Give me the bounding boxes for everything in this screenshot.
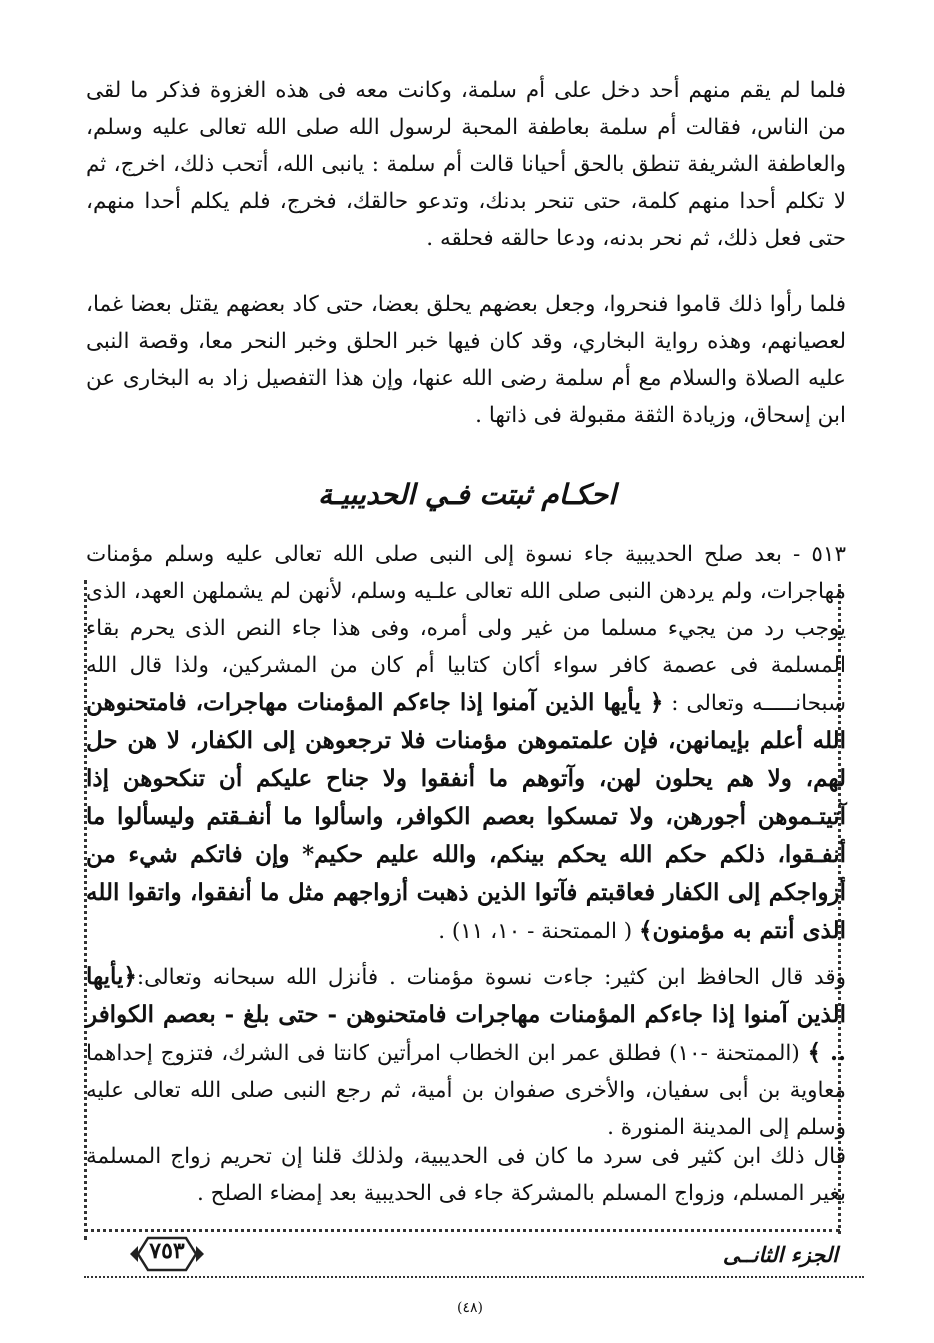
part-label: الجزء الثانــى xyxy=(722,1242,838,1267)
paragraph-text: قال ذلك ابن كثير فى سرد ما كان فى الحديبية، ولذلك قلنا إن تحريم زواج المسلمة بغير المسلم، وزواج المسلم بالمشركة جاء فى الحديبية بعد إمضاء الصلح . xyxy=(86,1144,846,1206)
paragraph-text: فلما لم يقم منهم أحد دخل على أم سلمة، وكانت معه فى هذه الغزوة فذكر ما لقى من الناس، فقالت أم سلمة بعاطفة المحبة لرسول الله صلى الله تعالى عليه وسلم، والعاطفة الشريفة تنطق بالحق أحيانا قالت أم سلمة : يانبى الله، أتحب ذلك، اخرج، ثم لا تكلم أحدا منهم كلمة، حتى تنحر بدنك، وتدعو حالقك، فخرج، فلم يكلم أحدا منهم، حتى فعل ذلك، ثم نحر بدنه، ودعا حالقه فحلقه . xyxy=(86,78,846,251)
quran-verse: ﴿ يأيها الذين آمنوا إذا جاءكم المؤمنات مهاجرات، فامتحنوهن الله أعلم بإيمانهن، فإن علمتموهن مؤمنات فلا ترجعوهن إلى الكفار، لا هن حل لهم، ولا هم يحلون لهن، وآتوهم ما أنفقوا ولا جناح عليكم أن تنكحوهن إذا آتيتـموهن أجورهن، ولا تمسكوا بعصم الكوافر، واسألوا ما أنفـقتم وليسألوا ما أنفـقوا، ذلكم حكم الله يحكم بينكم، والله عليم حكيم* وإن فاتكم شيء من أزواجكم إلى الكفار فعاقبتم فآتوا الذين ذهبت أزواجهم مثل ما أنفقوا، واتقوا الله الذى أنتم به مؤمنون﴾ xyxy=(86,689,846,944)
paragraph-513 xyxy=(86,536,846,950)
paragraph-intro: وقد قال الحافظ ابن كثير: جاءت نسوة مؤمنات . فأنزل الله سبحانه وتعالى: xyxy=(136,965,846,990)
paragraph-text xyxy=(86,536,846,950)
decorative-frame-bottom xyxy=(84,1229,840,1232)
paragraph-ibn-kathir xyxy=(86,958,846,1146)
paragraph-um-salama xyxy=(86,72,846,257)
paragraph-text: فلما رأوا ذلك قاموا فنحروا، وجعل بعضهم يحلق بعضا، حتى كاد بعضهم يقتل بعضا غما، لعصيانهم، وهذه رواية البخاري، وقد كان فيها خبر الحلق وخبر النحر معا، وقصة النبى عليه الصلاة والسلام مع أم سلمة رضى الله عنها، وإن هذا التفصيل زاد به البخارى عن ابن إسحاق، وزيادة الثقة مقبولة فى ذاتها . xyxy=(86,292,846,428)
paragraph-bukhari-narration xyxy=(86,286,846,434)
section-heading: احكـام ثبتت فـي الحديبيـة xyxy=(318,478,616,511)
paragraph-conclusion xyxy=(86,1138,846,1212)
paragraph-text xyxy=(86,958,846,1146)
quran-verse: ﴿يأيها الذين آمنوا إذا جاءكم المؤمنات مهاجرات فامتحنوهن - حتى بلغ - بعصم الكوافر .. ﴾ xyxy=(86,963,846,1066)
paragraph-intro: ٥١٣ - بعد صلح الحديبية جاء نسوة إلى النبى صلى الله تعالى عليه وسلم مؤمنات مهاجرات، ولم يردهن النبى صلى الله تعالى علـيه وسلم، لأنهن لم يشملهن العهد، الذى يوجب رد من يجيء مسلما من غير ولى أمره، وفى هذا جاء النص الذى يحرم بقاء المسلمة فى عصمة كافر سواء أكان كتابيا أم كان من المشركين، ولذا قال الله سبحانـــــه وتعالى : xyxy=(86,542,846,716)
page-number: ٧٥٣ xyxy=(149,1238,185,1264)
paragraph-rest: (الممتحنة -١٠) فطلق عمر ابن الخطاب امرأتين كانتا فى الشرك، فتزوج إحداهما معاوية بن أبى سفيان، والأخرى صفوان بن أمية، ثم رجع النبى صلى الله تعالى عليه وسلم إلى المدينة المنورة . xyxy=(86,1041,846,1140)
sheet-number: (٤٨) xyxy=(457,1300,483,1316)
footer-divider xyxy=(84,1276,864,1278)
verse-reference: ( الممتحنة - ١٠، ١١) . xyxy=(438,919,633,944)
